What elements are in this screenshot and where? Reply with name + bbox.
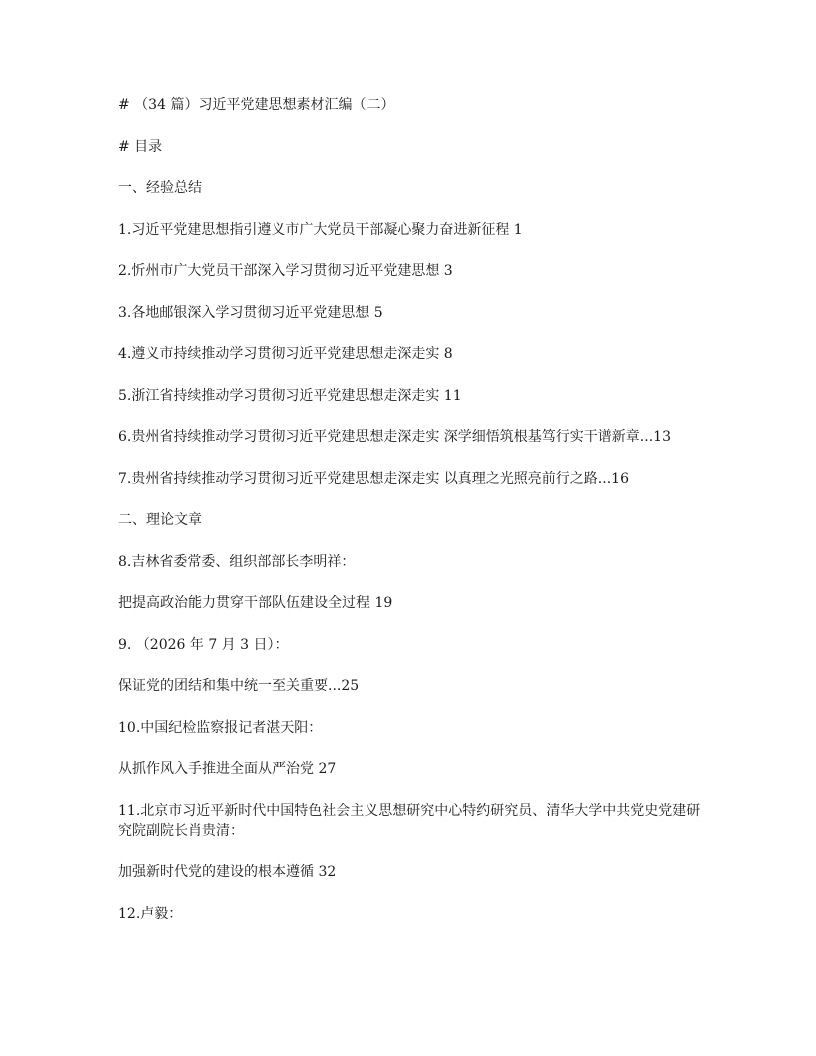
toc-entry-author: 11.北京市习近平新时代中国特色社会主义思想研究中心特约研究员、清华大学中共党史党建研究院副院长肖贵清： [118, 802, 701, 839]
toc-entry-title: 把提高政治能力贯穿干部队伍建设全过程 19 [118, 595, 393, 611]
toc-entry: 6.贵州省持续推动学习贯彻习近平党建思想走深走实 深学细悟筑根基笃行实干谱新章...13 [118, 429, 671, 445]
toc-heading: # 目录 [118, 138, 163, 155]
toc-entry-author: 10.中国纪检监察报记者湛天阳： [118, 719, 323, 736]
section-heading-experience: 一、经验总结 [118, 180, 202, 196]
toc-entry-title: 从抓作风入手推进全面从严治党 27 [118, 761, 337, 777]
toc-entry: 4.遵义市持续推动学习贯彻习近平党建思想走深走实 8 [118, 346, 453, 362]
toc-entry: 7.贵州省持续推动学习贯彻习近平党建思想走深走实 以真理之光照亮前行之路...16 [118, 470, 629, 487]
toc-entry: 5.浙江省持续推动学习贯彻习近平党建思想走深走实 11 [118, 387, 462, 404]
document-title: # （34 篇）习近平党建思想素材汇编（二） [118, 97, 395, 113]
toc-entry: 1.习近平党建思想指引遵义市广大党员干部凝心聚力奋进新征程 1 [118, 221, 523, 238]
toc-entry: 3.各地邮银深入学习贯彻习近平党建思想 5 [118, 304, 383, 321]
toc-entry-author: 8.吉林省委常委、组织部部长李明祥： [118, 553, 356, 570]
toc-entry-author: 12.卢毅： [118, 905, 183, 922]
toc-entry-title: 保证党的团结和集中统一至关重要...25 [118, 678, 360, 694]
toc-entry-author: 9. （2026 年 7 月 3 日）： [118, 636, 289, 653]
toc-entry: 2.忻州市广大党员干部深入学习贯彻习近平党建思想 3 [118, 263, 453, 279]
document-body [118, 95, 708, 945]
section-heading-theory: 二、理论文章 [118, 512, 202, 528]
toc-entry-title: 加强新时代党的建设的根本遵循 32 [118, 864, 337, 880]
